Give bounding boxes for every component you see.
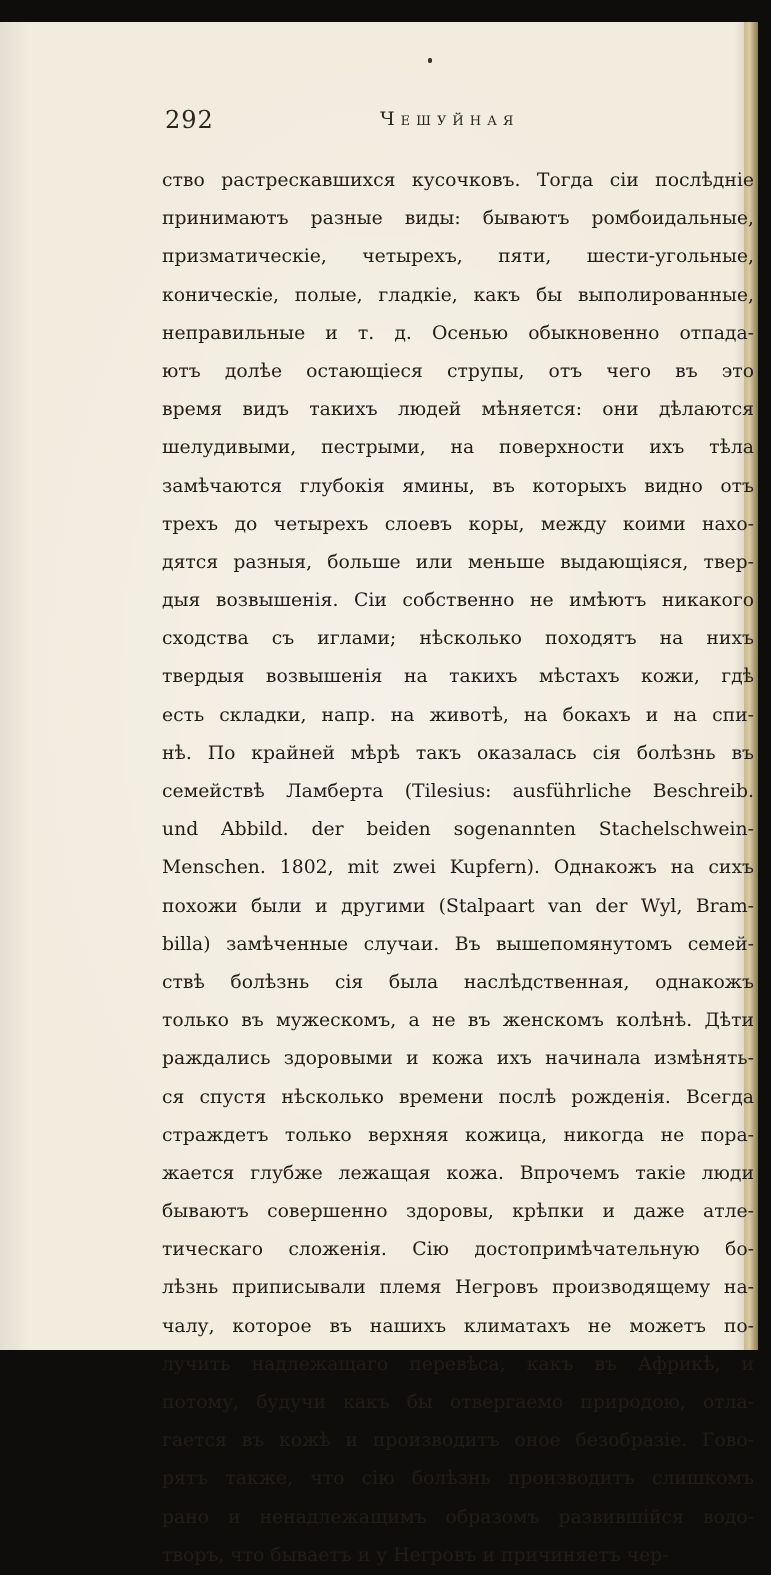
text-line: billa) замѣченные случаи. Въ вышепомянутомъ семей-	[162, 933, 754, 955]
text-line: жается глубже лежащая кожа. Впрочемъ такіе люди	[162, 1162, 754, 1184]
text-line: семействѣ Ламберта (Tilesius: ausführliche Beschreib.	[162, 781, 754, 802]
text-line: гается въ кожѣ и производитъ оное безобразіе. Гово-	[162, 1430, 754, 1452]
text-line: бываютъ совершенно здоровы, крѣпки и даже атле-	[162, 1201, 754, 1223]
ink-speck	[428, 58, 432, 63]
text-line: ство растрескавшихся кусочковъ. Тогда сіи послѣдніе	[162, 170, 754, 191]
text-line: неправильные и т. д. Осенью обыкновенно отпада-	[162, 322, 754, 344]
text-line: ютъ долѣе остающіеся струпы, отъ чего въ это	[162, 360, 754, 382]
text-line: дятся разныя, больше или меньше выдающіяся, твер-	[162, 551, 754, 573]
text-line: рятъ также, что сію болѣзнь производитъ слишкомъ	[162, 1468, 754, 1490]
text-line: чалу, которое въ нашихъ климатахъ не можетъ по-	[162, 1315, 754, 1337]
page-header	[165, 106, 545, 146]
text-line: страждетъ только верхняя кожица, никогда не пора-	[162, 1124, 754, 1146]
text-line: нѣ. По крайней мѣрѣ такъ оказалась сія болѣзнь въ	[162, 742, 754, 764]
text-line: коническіе, полые, гладкіе, какъ бы выполированные,	[162, 284, 754, 306]
text-line: und Abbild. der beiden sogenannten Stachelschwein-	[162, 819, 754, 841]
text-line: ся спустя нѣсколько времени послѣ рожденія. Всегда	[162, 1086, 754, 1108]
text-line: Menschen. 1802, mit zwei Kupfern). Однакожъ на сихъ	[162, 857, 754, 879]
text-line: принимаютъ разные виды: бываютъ ромбоидальные,	[162, 208, 754, 230]
text-line: время видъ такихъ людей мѣняется: они дѣлаются	[162, 399, 754, 421]
text-line: потому, будучи какъ бы отвергаемо природою, отла-	[162, 1392, 754, 1413]
text-line: лучить надлежащаго перевѣса, какъ въ Африкѣ, и	[162, 1353, 754, 1375]
text-line: похожи были и другими (Stalpaart van der Wyl, Bram-	[162, 895, 754, 917]
text-line: ствѣ болѣзнь сія была наслѣдственная, однакожъ	[162, 971, 754, 993]
text-line: раждались здоровыми и кожа ихъ начинала измѣнять-	[162, 1048, 754, 1070]
text-line: только въ мужескомъ, а не въ женскомъ колѣнѣ. Дѣти	[162, 1010, 754, 1032]
text-line: лѣзнь приписывали племя Негровъ производящему на-	[162, 1277, 754, 1299]
text-line: шелудивыми, пестрыми, на поверхности ихъ тѣла	[162, 437, 754, 459]
running-title: Чешуйная	[380, 108, 520, 130]
text-line: творъ, что бываетъ и у Негровъ и причиняетъ чер-	[162, 1544, 669, 1566]
text-line: рано и ненадлежащимъ образомъ развившійся водо-	[162, 1506, 754, 1528]
text-line: замѣчаются глубокія ямины, въ которыхъ видно отъ	[162, 475, 754, 497]
text-line: призматическіе, четырехъ, пяти, шести-угольные,	[162, 246, 754, 268]
body-text	[162, 162, 754, 1575]
text-line: трехъ до четырехъ слоевъ коры, между коими нахо-	[162, 513, 754, 535]
text-line: твердыя возвышенія на такихъ мѣстахъ кожи, гдѣ	[162, 666, 754, 688]
text-line: тическаго сложенія. Сію достопримѣчательную бо-	[162, 1239, 754, 1261]
page-number: 292	[165, 106, 214, 134]
text-line: дыя возвышенія. Сіи собственно не имѣютъ никакого	[162, 590, 754, 612]
book-page	[0, 22, 758, 1566]
text-line: есть складки, напр. на животѣ, на бокахъ и на спи-	[162, 704, 754, 726]
text-line: сходства съ иглами; нѣсколько походятъ на нихъ	[162, 628, 754, 650]
